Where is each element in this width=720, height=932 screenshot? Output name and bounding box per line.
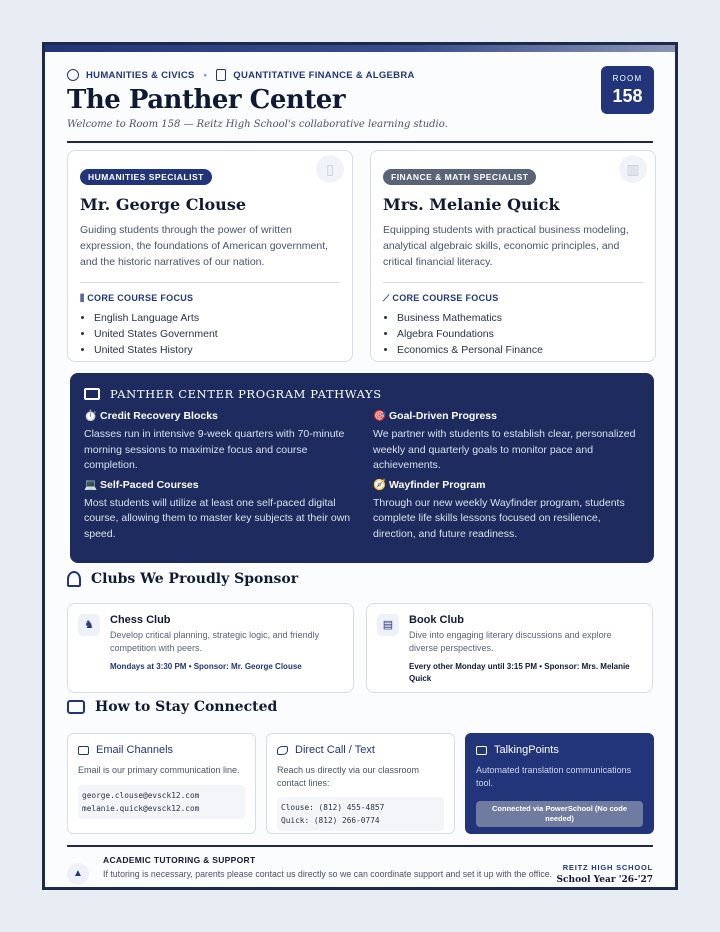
- pathways-title: PANTHER CENTER PROGRAM PATHWAYS: [110, 387, 382, 401]
- school-name: REITZ HIGH SCHOOL: [562, 863, 653, 872]
- email-title-text: Email Channels: [96, 744, 174, 756]
- page-title: The Panther Center: [67, 85, 346, 115]
- list-item: • Economics & Personal Finance: [397, 342, 643, 358]
- calculator-icon: [216, 69, 226, 81]
- school-year: School Year '26-'27: [556, 875, 653, 885]
- chess-icon: ♞: [78, 614, 100, 636]
- pathway-item: [373, 409, 640, 474]
- book-icon: ▯: [316, 155, 344, 183]
- teacher-badge: FINANCE & MATH SPECIALIST: [383, 169, 536, 185]
- pathway-title: 🎯 Goal-Driven Progress: [373, 410, 497, 422]
- flyer-page: [42, 42, 678, 890]
- course-focus-label: CORE COURSE FOCUS: [392, 293, 499, 303]
- email-list: [78, 785, 245, 819]
- welcome-line: Welcome to Room 158 — Reitz High School's collaborative learning studio.: [67, 119, 448, 130]
- course-list: [383, 310, 643, 358]
- pathway-text: Most students will utilize at least one self-paced digital course, allowing them to master key subjects at their own speed.: [84, 496, 351, 540]
- talkingpoints-title: [476, 744, 643, 756]
- course-focus-heading: [80, 293, 340, 304]
- chat-icon: [67, 700, 85, 714]
- list-item: • Business Mathematics: [397, 310, 643, 326]
- pathway-item: [373, 478, 640, 543]
- club-description: Develop critical planning, strategic logic, and friendly competition with peers.: [110, 630, 320, 653]
- card-divider: [383, 282, 643, 283]
- phone-list: [277, 797, 444, 831]
- email-address[interactable]: melanie.quick@evsck12.com: [82, 803, 200, 813]
- tutoring-text: If tutoring is necessary, parents please contact us directly so we can coordinate support and set it up with the office.: [103, 869, 553, 879]
- club-meta: Mondays at 3:30 PM • Sponsor: Mr. George Clouse: [110, 662, 302, 671]
- message-icon: [476, 746, 487, 755]
- club-description: Dive into engaging literary discussions and explore diverse perspectives.: [409, 630, 612, 653]
- talkingpoints-title-text: TalkingPoints: [494, 744, 559, 756]
- club-name: Chess Club: [110, 614, 171, 626]
- list-item: • United States Government: [94, 326, 340, 342]
- phone-number[interactable]: Clouse: (812) 455-4857: [281, 803, 385, 812]
- tutoring-heading: ACADEMIC TUTORING & SUPPORT: [103, 855, 256, 865]
- library-icon: ⫼: [80, 293, 88, 303]
- teacher-description: Equipping students with practical business modeling, analytical algebraic skills, economic principles, and critical financial literacy.: [383, 224, 629, 268]
- compass-icon: [67, 69, 79, 81]
- phone-icon: [277, 746, 288, 755]
- tag-finance: QUANTITATIVE FINANCE & ALGEBRA: [233, 69, 415, 81]
- pathway-text: Through our new weekly Wayfinder program, students complete life skills lessons focused on resilience, direction, and future readiness.: [373, 496, 625, 540]
- talkingpoints-text: Automated translation communications tool.: [476, 765, 632, 788]
- subject-tags: [67, 69, 415, 81]
- course-focus-heading: [383, 293, 643, 304]
- teacher-badge: HUMANITIES SPECIALIST: [80, 169, 212, 185]
- club-name: Book Club: [409, 614, 464, 626]
- pathway-text: We partner with students to establish clear, personalized weekly and quarterly goals to monitor pace and achievements.: [373, 428, 636, 471]
- list-item: • Algebra Foundations: [397, 326, 643, 342]
- teacher-card-clouse: [67, 150, 353, 362]
- bank-icon: ▥: [619, 155, 647, 183]
- pathways-panel: [70, 373, 654, 563]
- ribbon-icon: [67, 571, 81, 587]
- pathways-grid: [84, 409, 640, 542]
- pathway-title: 💻 Self-Paced Courses: [84, 478, 199, 491]
- phone-card: [266, 733, 455, 834]
- club-card-chess: [67, 603, 354, 693]
- pathways-heading: [84, 387, 640, 401]
- email-address[interactable]: george.clouse@evsck12.com: [82, 790, 200, 800]
- list-item: • United States History: [94, 342, 340, 358]
- school-info: [557, 863, 653, 885]
- email-title: [78, 744, 245, 756]
- contact-title: How to Stay Connected: [95, 699, 278, 715]
- powerschool-button[interactable]: Connected via PowerSchool (No code needed): [476, 801, 643, 827]
- club-card-book: [366, 603, 653, 693]
- pathway-item: [84, 409, 351, 474]
- pathway-title: 🧭 Wayfinder Program: [373, 478, 486, 491]
- pathway-text: Classes run in intensive 9-week quarters with 70-minute morning sessions to maximize focus and course completion.: [84, 428, 345, 471]
- chart-icon: ⟋: [383, 293, 393, 303]
- teacher-name: Mr. George Clouse: [80, 195, 246, 214]
- mail-icon: [78, 746, 89, 755]
- clubs-title: Clubs We Proudly Sponsor: [91, 571, 299, 587]
- tag-separator: •: [203, 69, 208, 81]
- email-card: [67, 733, 256, 834]
- room-badge: [601, 66, 654, 114]
- signpost-icon: [84, 388, 100, 400]
- teacher-card-quick: [370, 150, 656, 362]
- book-icon: ▤: [377, 614, 399, 636]
- tag-humanities: HUMANITIES & CIVICS: [86, 69, 195, 81]
- club-meta: Every other Monday until 3:15 PM • Sponsor: Mrs. Melanie Quick: [409, 662, 630, 683]
- top-accent-bar: [45, 45, 675, 52]
- list-item: • English Language Arts: [94, 310, 340, 326]
- course-focus-label: CORE COURSE FOCUS: [87, 293, 194, 303]
- pathway-title: ⏱️ Credit Recovery Blocks: [84, 410, 218, 422]
- phone-number[interactable]: Quick: (812) 266-0774: [281, 816, 380, 825]
- phone-title: [277, 744, 444, 756]
- clubs-heading: [67, 571, 298, 587]
- teacher-description: Guiding students through the power of written expression, the foundations of American government, and the historic narratives of our nation.: [80, 224, 329, 268]
- phone-text: Reach us directly via our classroom contact lines:: [277, 765, 420, 788]
- pathway-item: [84, 478, 351, 543]
- graduation-cap-icon: ▲: [67, 863, 89, 885]
- room-label: ROOM: [612, 74, 643, 83]
- header-divider: [67, 141, 653, 143]
- course-list: [80, 310, 340, 358]
- card-divider: [80, 282, 340, 283]
- teacher-name: Mrs. Melanie Quick: [383, 195, 560, 214]
- footer-divider: [67, 845, 653, 847]
- room-number: 158: [612, 86, 643, 106]
- talkingpoints-card: [465, 733, 654, 834]
- contact-heading: [67, 699, 277, 715]
- email-text: Email is our primary communication line.: [78, 765, 240, 775]
- phone-title-text: Direct Call / Text: [295, 744, 375, 756]
